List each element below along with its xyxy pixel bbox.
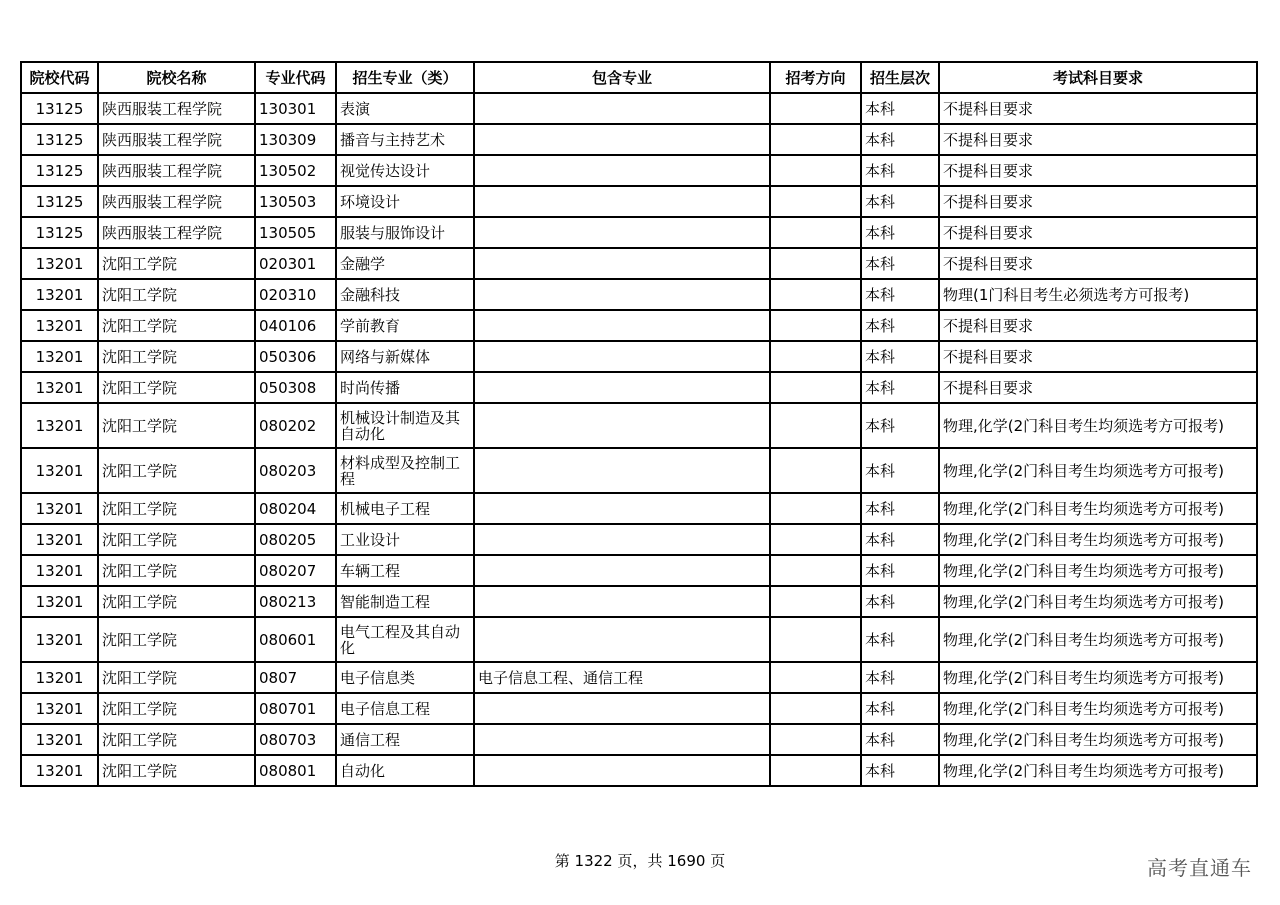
cell-major: 金融科技 — [336, 279, 474, 310]
cell-school-name: 沈阳工学院 — [98, 617, 255, 662]
cell-school-name: 沈阳工学院 — [98, 524, 255, 555]
cell-school-name: 陕西服装工程学院 — [98, 124, 255, 155]
cell-subject-requirement: 物理,化学(2门科目考生均须选考方可报考) — [939, 524, 1257, 555]
cell-subject-requirement: 物理,化学(2门科目考生均须选考方可报考) — [939, 617, 1257, 662]
cell-school-name: 沈阳工学院 — [98, 310, 255, 341]
cell-included-majors — [474, 124, 770, 155]
cell-direction — [770, 155, 861, 186]
cell-direction — [770, 586, 861, 617]
cell-major-code: 050308 — [255, 372, 336, 403]
cell-major: 机械电子工程 — [336, 493, 474, 524]
header-included-majors: 包含专业 — [474, 62, 770, 93]
table-row — [21, 524, 1257, 555]
cell-included-majors — [474, 693, 770, 724]
table-row — [21, 279, 1257, 310]
cell-direction — [770, 617, 861, 662]
cell-school-code: 13201 — [21, 341, 98, 372]
cell-subject-requirement: 不提科目要求 — [939, 248, 1257, 279]
cell-major-code: 080213 — [255, 586, 336, 617]
cell-school-name: 沈阳工学院 — [98, 341, 255, 372]
cell-level: 本科 — [861, 93, 939, 124]
cell-included-majors — [474, 310, 770, 341]
table-row — [21, 617, 1257, 662]
cell-school-code: 13201 — [21, 493, 98, 524]
cell-school-code: 13201 — [21, 586, 98, 617]
cell-school-code: 13125 — [21, 93, 98, 124]
table-row — [21, 724, 1257, 755]
cell-major-code: 080703 — [255, 724, 336, 755]
cell-school-code: 13201 — [21, 724, 98, 755]
cell-school-code: 13201 — [21, 248, 98, 279]
cell-major: 学前教育 — [336, 310, 474, 341]
table-row — [21, 124, 1257, 155]
cell-level: 本科 — [861, 755, 939, 786]
cell-major-code: 050306 — [255, 341, 336, 372]
cell-direction — [770, 662, 861, 693]
cell-level: 本科 — [861, 724, 939, 755]
cell-direction — [770, 403, 861, 448]
table-row — [21, 586, 1257, 617]
cell-level: 本科 — [861, 155, 939, 186]
cell-major-code: 080207 — [255, 555, 336, 586]
cell-included-majors — [474, 724, 770, 755]
cell-school-name: 沈阳工学院 — [98, 493, 255, 524]
cell-subject-requirement: 不提科目要求 — [939, 310, 1257, 341]
cell-direction — [770, 372, 861, 403]
cell-subject-requirement: 不提科目要求 — [939, 186, 1257, 217]
cell-subject-requirement: 物理,化学(2门科目考生均须选考方可报考) — [939, 448, 1257, 493]
cell-included-majors — [474, 217, 770, 248]
watermark-logo: 高考直通车 — [1147, 856, 1252, 880]
cell-major-code: 020310 — [255, 279, 336, 310]
cell-level: 本科 — [861, 524, 939, 555]
cell-subject-requirement: 不提科目要求 — [939, 93, 1257, 124]
cell-subject-requirement: 物理,化学(2门科目考生均须选考方可报考) — [939, 724, 1257, 755]
cell-school-name: 沈阳工学院 — [98, 448, 255, 493]
cell-subject-requirement: 不提科目要求 — [939, 124, 1257, 155]
cell-school-code: 13201 — [21, 372, 98, 403]
cell-direction — [770, 341, 861, 372]
cell-major: 网络与新媒体 — [336, 341, 474, 372]
table-row — [21, 248, 1257, 279]
cell-subject-requirement: 物理,化学(2门科目考生均须选考方可报考) — [939, 693, 1257, 724]
cell-level: 本科 — [861, 279, 939, 310]
cell-major-code: 080203 — [255, 448, 336, 493]
cell-direction — [770, 493, 861, 524]
table-row — [21, 662, 1257, 693]
table-row — [21, 493, 1257, 524]
table-row — [21, 372, 1257, 403]
cell-direction — [770, 310, 861, 341]
cell-subject-requirement: 不提科目要求 — [939, 372, 1257, 403]
cell-major: 时尚传播 — [336, 372, 474, 403]
cell-included-majors — [474, 524, 770, 555]
cell-major-code: 130503 — [255, 186, 336, 217]
cell-subject-requirement: 不提科目要求 — [939, 341, 1257, 372]
cell-major: 通信工程 — [336, 724, 474, 755]
table-row — [21, 403, 1257, 448]
cell-major-code: 130309 — [255, 124, 336, 155]
cell-included-majors — [474, 186, 770, 217]
cell-level: 本科 — [861, 124, 939, 155]
cell-direction — [770, 93, 861, 124]
cell-included-majors — [474, 755, 770, 786]
cell-major: 自动化 — [336, 755, 474, 786]
cell-included-majors — [474, 372, 770, 403]
cell-included-majors — [474, 93, 770, 124]
header-subject-requirement: 考试科目要求 — [939, 62, 1257, 93]
cell-major-code: 080601 — [255, 617, 336, 662]
cell-school-name: 沈阳工学院 — [98, 248, 255, 279]
cell-major: 车辆工程 — [336, 555, 474, 586]
cell-school-code: 13201 — [21, 524, 98, 555]
cell-major-code: 130301 — [255, 93, 336, 124]
cell-school-code: 13125 — [21, 155, 98, 186]
cell-major-code: 080205 — [255, 524, 336, 555]
page-number: 第 1322 页，共 1690 页 — [554, 852, 726, 870]
cell-school-name: 沈阳工学院 — [98, 403, 255, 448]
cell-subject-requirement: 物理,化学(2门科目考生均须选考方可报考) — [939, 403, 1257, 448]
cell-school-name: 陕西服装工程学院 — [98, 93, 255, 124]
cell-included-majors — [474, 493, 770, 524]
table-row — [21, 755, 1257, 786]
cell-major-code: 080701 — [255, 693, 336, 724]
cell-major: 机械设计制造及其自动化 — [336, 403, 474, 448]
cell-included-majors — [474, 341, 770, 372]
cell-major-code: 0807 — [255, 662, 336, 693]
cell-direction — [770, 186, 861, 217]
cell-major: 电子信息类 — [336, 662, 474, 693]
cell-direction — [770, 693, 861, 724]
table-row — [21, 93, 1257, 124]
cell-direction — [770, 724, 861, 755]
cell-school-code: 13201 — [21, 662, 98, 693]
table-row — [21, 186, 1257, 217]
cell-school-code: 13201 — [21, 310, 98, 341]
cell-school-code: 13125 — [21, 186, 98, 217]
cell-school-code: 13125 — [21, 124, 98, 155]
cell-direction — [770, 555, 861, 586]
header-row — [21, 62, 1257, 93]
cell-direction — [770, 448, 861, 493]
cell-subject-requirement: 物理,化学(2门科目考生均须选考方可报考) — [939, 586, 1257, 617]
cell-school-name: 沈阳工学院 — [98, 662, 255, 693]
cell-major: 表演 — [336, 93, 474, 124]
header-school-name: 院校名称 — [98, 62, 255, 93]
table-row — [21, 693, 1257, 724]
table-row — [21, 555, 1257, 586]
cell-level: 本科 — [861, 662, 939, 693]
cell-major-code: 080204 — [255, 493, 336, 524]
cell-school-name: 沈阳工学院 — [98, 555, 255, 586]
table-row — [21, 310, 1257, 341]
cell-included-majors: 电子信息工程、通信工程 — [474, 662, 770, 693]
header-school-code: 院校代码 — [21, 62, 98, 93]
cell-included-majors — [474, 403, 770, 448]
header-direction: 招考方向 — [770, 62, 861, 93]
cell-school-name: 沈阳工学院 — [98, 693, 255, 724]
cell-level: 本科 — [861, 217, 939, 248]
cell-level: 本科 — [861, 403, 939, 448]
cell-school-code: 13201 — [21, 279, 98, 310]
cell-major-code: 080202 — [255, 403, 336, 448]
table-row — [21, 155, 1257, 186]
table-row — [21, 341, 1257, 372]
cell-level: 本科 — [861, 617, 939, 662]
table-row — [21, 448, 1257, 493]
cell-subject-requirement: 物理,化学(2门科目考生均须选考方可报考) — [939, 662, 1257, 693]
cell-school-code: 13201 — [21, 693, 98, 724]
admissions-table — [20, 61, 1258, 787]
cell-level: 本科 — [861, 555, 939, 586]
header-major: 招生专业（类） — [336, 62, 474, 93]
table-row — [21, 217, 1257, 248]
cell-major: 工业设计 — [336, 524, 474, 555]
cell-major-code: 130502 — [255, 155, 336, 186]
cell-subject-requirement: 物理,化学(2门科目考生均须选考方可报考) — [939, 555, 1257, 586]
cell-included-majors — [474, 586, 770, 617]
cell-direction — [770, 217, 861, 248]
cell-included-majors — [474, 248, 770, 279]
cell-major: 材料成型及控制工程 — [336, 448, 474, 493]
cell-level: 本科 — [861, 693, 939, 724]
cell-major: 金融学 — [336, 248, 474, 279]
cell-level: 本科 — [861, 186, 939, 217]
cell-school-name: 陕西服装工程学院 — [98, 155, 255, 186]
cell-school-name: 陕西服装工程学院 — [98, 217, 255, 248]
cell-level: 本科 — [861, 248, 939, 279]
cell-direction — [770, 248, 861, 279]
cell-subject-requirement: 物理(1门科目考生必须选考方可报考) — [939, 279, 1257, 310]
cell-school-code: 13201 — [21, 448, 98, 493]
cell-included-majors — [474, 448, 770, 493]
table-header — [21, 62, 1257, 93]
cell-level: 本科 — [861, 310, 939, 341]
cell-direction — [770, 279, 861, 310]
cell-major-code: 040106 — [255, 310, 336, 341]
cell-direction — [770, 124, 861, 155]
cell-school-name: 陕西服装工程学院 — [98, 186, 255, 217]
cell-level: 本科 — [861, 586, 939, 617]
cell-school-code: 13125 — [21, 217, 98, 248]
cell-included-majors — [474, 279, 770, 310]
cell-major: 环境设计 — [336, 186, 474, 217]
cell-school-code: 13201 — [21, 755, 98, 786]
cell-major: 电气工程及其自动化 — [336, 617, 474, 662]
cell-direction — [770, 524, 861, 555]
cell-level: 本科 — [861, 372, 939, 403]
cell-included-majors — [474, 555, 770, 586]
cell-school-name: 沈阳工学院 — [98, 586, 255, 617]
cell-major: 服装与服饰设计 — [336, 217, 474, 248]
cell-major: 视觉传达设计 — [336, 155, 474, 186]
cell-level: 本科 — [861, 493, 939, 524]
cell-school-name: 沈阳工学院 — [98, 279, 255, 310]
cell-subject-requirement: 物理,化学(2门科目考生均须选考方可报考) — [939, 493, 1257, 524]
cell-school-code: 13201 — [21, 403, 98, 448]
cell-school-name: 沈阳工学院 — [98, 372, 255, 403]
cell-major: 播音与主持艺术 — [336, 124, 474, 155]
cell-subject-requirement: 物理,化学(2门科目考生均须选考方可报考) — [939, 755, 1257, 786]
cell-major: 电子信息工程 — [336, 693, 474, 724]
cell-level: 本科 — [861, 448, 939, 493]
cell-major: 智能制造工程 — [336, 586, 474, 617]
cell-major-code: 130505 — [255, 217, 336, 248]
header-major-code: 专业代码 — [255, 62, 336, 93]
cell-included-majors — [474, 155, 770, 186]
cell-direction — [770, 755, 861, 786]
cell-major-code: 020301 — [255, 248, 336, 279]
cell-major-code: 080801 — [255, 755, 336, 786]
cell-school-name: 沈阳工学院 — [98, 724, 255, 755]
table-body — [21, 93, 1257, 786]
cell-level: 本科 — [861, 341, 939, 372]
cell-subject-requirement: 不提科目要求 — [939, 217, 1257, 248]
cell-school-name: 沈阳工学院 — [98, 755, 255, 786]
cell-subject-requirement: 不提科目要求 — [939, 155, 1257, 186]
header-level: 招生层次 — [861, 62, 939, 93]
cell-school-code: 13201 — [21, 617, 98, 662]
cell-school-code: 13201 — [21, 555, 98, 586]
cell-included-majors — [474, 617, 770, 662]
